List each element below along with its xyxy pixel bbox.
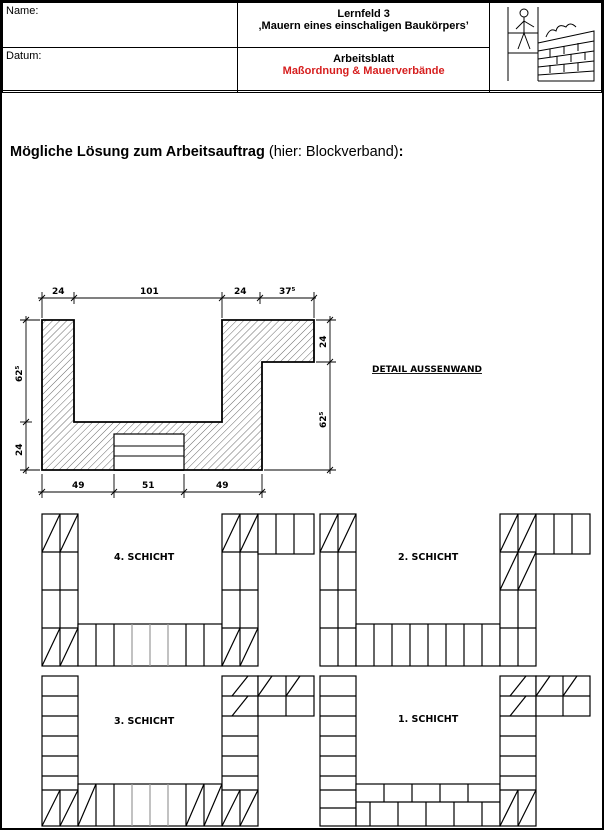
date-cell <box>3 48 238 93</box>
dim-top-1: 24 <box>52 287 65 297</box>
dim-top-2: 101 <box>140 287 159 297</box>
lernfeld-subtitle: ‚Mauern eines einschaligen Baukörpers’ <box>258 20 469 32</box>
logo-cell <box>490 3 602 93</box>
dim-bottom-1: 49 <box>72 481 85 491</box>
layer-2-plan <box>320 514 590 666</box>
name-label: Name: <box>6 5 39 17</box>
dim-bottom-2: 51 <box>142 481 155 491</box>
heading-normal: (hier: Blockverband) <box>264 144 399 160</box>
sheet-cell <box>238 48 490 93</box>
drawing-area <box>2 272 606 832</box>
layer-4-plan <box>42 514 314 666</box>
detail-title: DETAIL AUSSENWAND <box>372 365 482 375</box>
task-heading <box>10 144 403 160</box>
dim-left-1: 62⁵ <box>15 365 25 382</box>
lernfeld-title: Lernfeld 3 <box>337 8 390 20</box>
name-cell <box>3 3 238 48</box>
layer-3-plan <box>42 676 314 826</box>
date-label: Datum: <box>6 50 42 62</box>
heading-bold: Mögliche Lösung zum Arbeitsauftrag <box>10 144 265 160</box>
dim-right-1: 24 <box>319 335 329 348</box>
sheet-title: Arbeitsblatt <box>333 53 395 65</box>
header-divider <box>2 90 602 91</box>
dim-bottom-3: 49 <box>216 481 229 491</box>
dim-right-2: 62⁵ <box>319 411 329 428</box>
layer-1-label: 1. SCHICHT <box>398 714 459 725</box>
dim-top-4: 37⁵ <box>279 287 296 297</box>
layer-4-label: 4. SCHICHT <box>114 552 175 563</box>
topic-title: Maßordnung & Mauerverbände <box>282 65 445 77</box>
layer-1-plan <box>320 676 590 826</box>
detail-plan <box>15 287 482 498</box>
dim-top-3: 24 <box>234 287 247 297</box>
opening-rect <box>114 434 184 470</box>
layer-2-label: 2. SCHICHT <box>398 552 459 563</box>
bricklayer-logo <box>494 3 598 83</box>
dim-left-2: 24 <box>15 443 25 456</box>
header-table <box>2 2 602 93</box>
lernfeld-cell <box>238 3 490 48</box>
heading-colon: : <box>398 144 404 160</box>
layer-3-label: 3. SCHICHT <box>114 716 175 727</box>
